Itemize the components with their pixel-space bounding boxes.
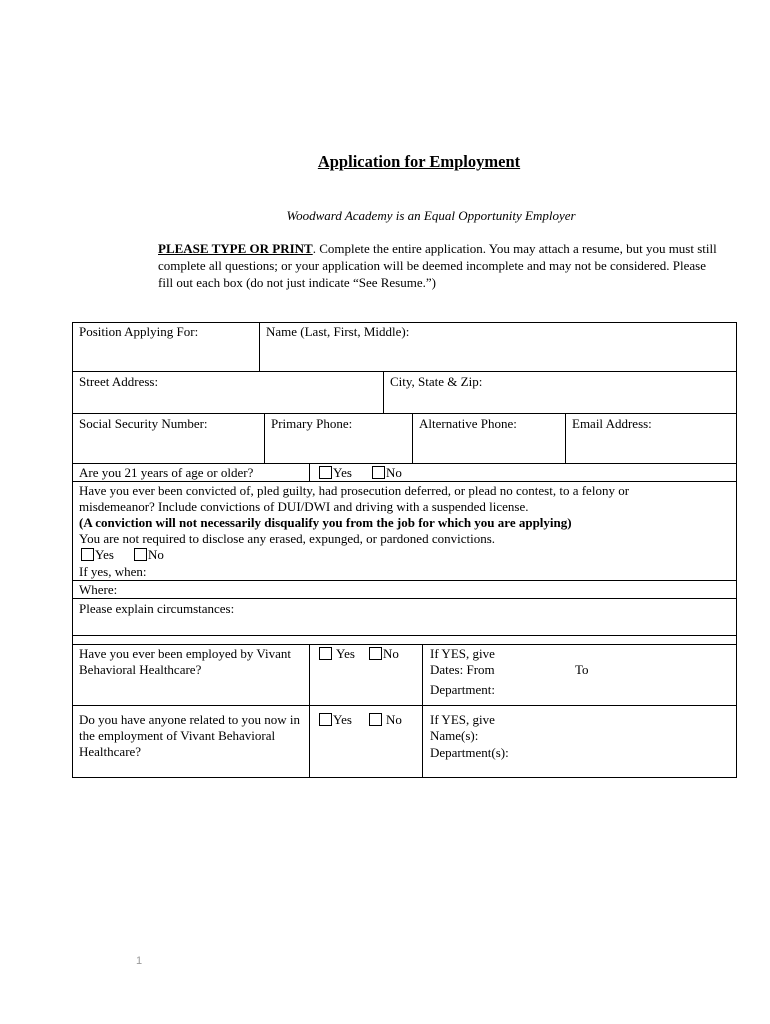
age-yes-checkbox[interactable]: [319, 466, 332, 479]
employed-dates-from-label: Dates: From: [430, 662, 495, 677]
lower-divider-2: [422, 644, 423, 777]
row2-bottom: [72, 413, 737, 414]
alternative-phone-label: Alternative Phone:: [419, 416, 517, 431]
where-bottom: [72, 598, 737, 599]
page-title: Application for Employment: [317, 152, 521, 171]
where-label: Where:: [79, 582, 118, 597]
explain-bottom: [72, 635, 737, 636]
form-border-left: [72, 322, 73, 778]
row4-divider: [309, 463, 310, 481]
row1-divider: [259, 322, 260, 371]
spacer-bottom: [72, 644, 737, 645]
ssn-label: Social Security Number:: [79, 416, 208, 431]
conviction-note: (A conviction will not necessarily disqualify you from the job for which you are applying): [79, 515, 572, 530]
name-label: Name (Last, First, Middle):: [266, 324, 410, 339]
employed-bottom: [72, 705, 737, 706]
email-label: Email Address:: [572, 416, 652, 431]
related-if-yes-label: If YES, give: [430, 712, 495, 727]
row3-bottom: [72, 463, 737, 464]
employed-no-checkbox[interactable]: [369, 647, 382, 660]
city-state-zip-label: City, State & Zip:: [390, 374, 483, 389]
age-question: Are you 21 years of age or older?: [79, 465, 254, 480]
form-border-bottom: [72, 777, 737, 778]
employed-to-label: To: [575, 662, 589, 677]
primary-phone-label: Primary Phone:: [271, 416, 353, 431]
related-departments-label: Department(s):: [430, 745, 509, 760]
if-yes-when-label: If yes, when:: [79, 564, 147, 579]
employed-yes-label: Yes: [336, 646, 355, 661]
age-no-checkbox[interactable]: [372, 466, 385, 479]
related-yes-label: Yes: [333, 712, 352, 727]
related-yes-checkbox[interactable]: [319, 713, 332, 726]
row2-divider: [383, 371, 384, 413]
row4-bottom: [72, 481, 737, 482]
conviction-question-line2: misdemeanor? Include convictions of DUI/DWI and driving with a suspended license.: [79, 499, 529, 514]
related-names-label: Name(s):: [430, 728, 479, 743]
instructions-lead: PLEASE TYPE OR PRINT: [158, 241, 313, 256]
conviction-yes-checkbox[interactable]: [81, 548, 94, 561]
when-bottom: [72, 580, 737, 581]
employed-question: Have you ever been employed by Vivant Behavioral Healthcare?: [79, 646, 291, 677]
row3-divider-1: [264, 413, 265, 463]
lower-divider-1: [309, 644, 310, 777]
row3-divider-2: [412, 413, 413, 463]
explain-circumstances-label: Please explain circumstances:: [79, 601, 235, 616]
employed-department-label: Department:: [430, 682, 495, 697]
page-number: 1: [136, 955, 143, 967]
conviction-yes-label: Yes: [95, 547, 114, 562]
street-address-label: Street Address:: [79, 374, 159, 389]
form-border-right: [736, 322, 737, 778]
conviction-disclaimer: You are not required to disclose any erased, expunged, or pardoned convictions.: [79, 531, 496, 546]
form-border-top: [72, 322, 737, 323]
row1-bottom: [72, 371, 737, 372]
conviction-no-label: No: [148, 547, 164, 562]
instructions: [158, 240, 718, 291]
page-subtitle: Woodward Academy is an Equal Opportunity Employer: [286, 208, 576, 223]
employed-no-label: No: [383, 646, 399, 661]
conviction-question-line1: Have you ever been convicted of, pled guilty, had prosecution deferred, or plead no contest, to a felony or: [79, 483, 630, 498]
age-no-label: No: [386, 465, 402, 480]
row3-divider-3: [565, 413, 566, 463]
instructions-body: . Complete the entire application. You may attach a resume, but you must still complete all questions; or your application will be deemed incomplete and may not be considered. Please fill out each box (do not just indicate “See Resume.”): [158, 241, 717, 290]
related-no-checkbox[interactable]: [369, 713, 382, 726]
related-question: Do you have anyone related to you now in the employment of Vivant Behavioral Healthcare?: [79, 712, 300, 759]
age-yes-label: Yes: [333, 465, 352, 480]
related-no-label: No: [386, 712, 402, 727]
position-label: Position Applying For:: [79, 324, 199, 339]
employed-if-yes-label: If YES, give: [430, 646, 495, 661]
employed-yes-checkbox[interactable]: [319, 647, 332, 660]
conviction-no-checkbox[interactable]: [134, 548, 147, 561]
